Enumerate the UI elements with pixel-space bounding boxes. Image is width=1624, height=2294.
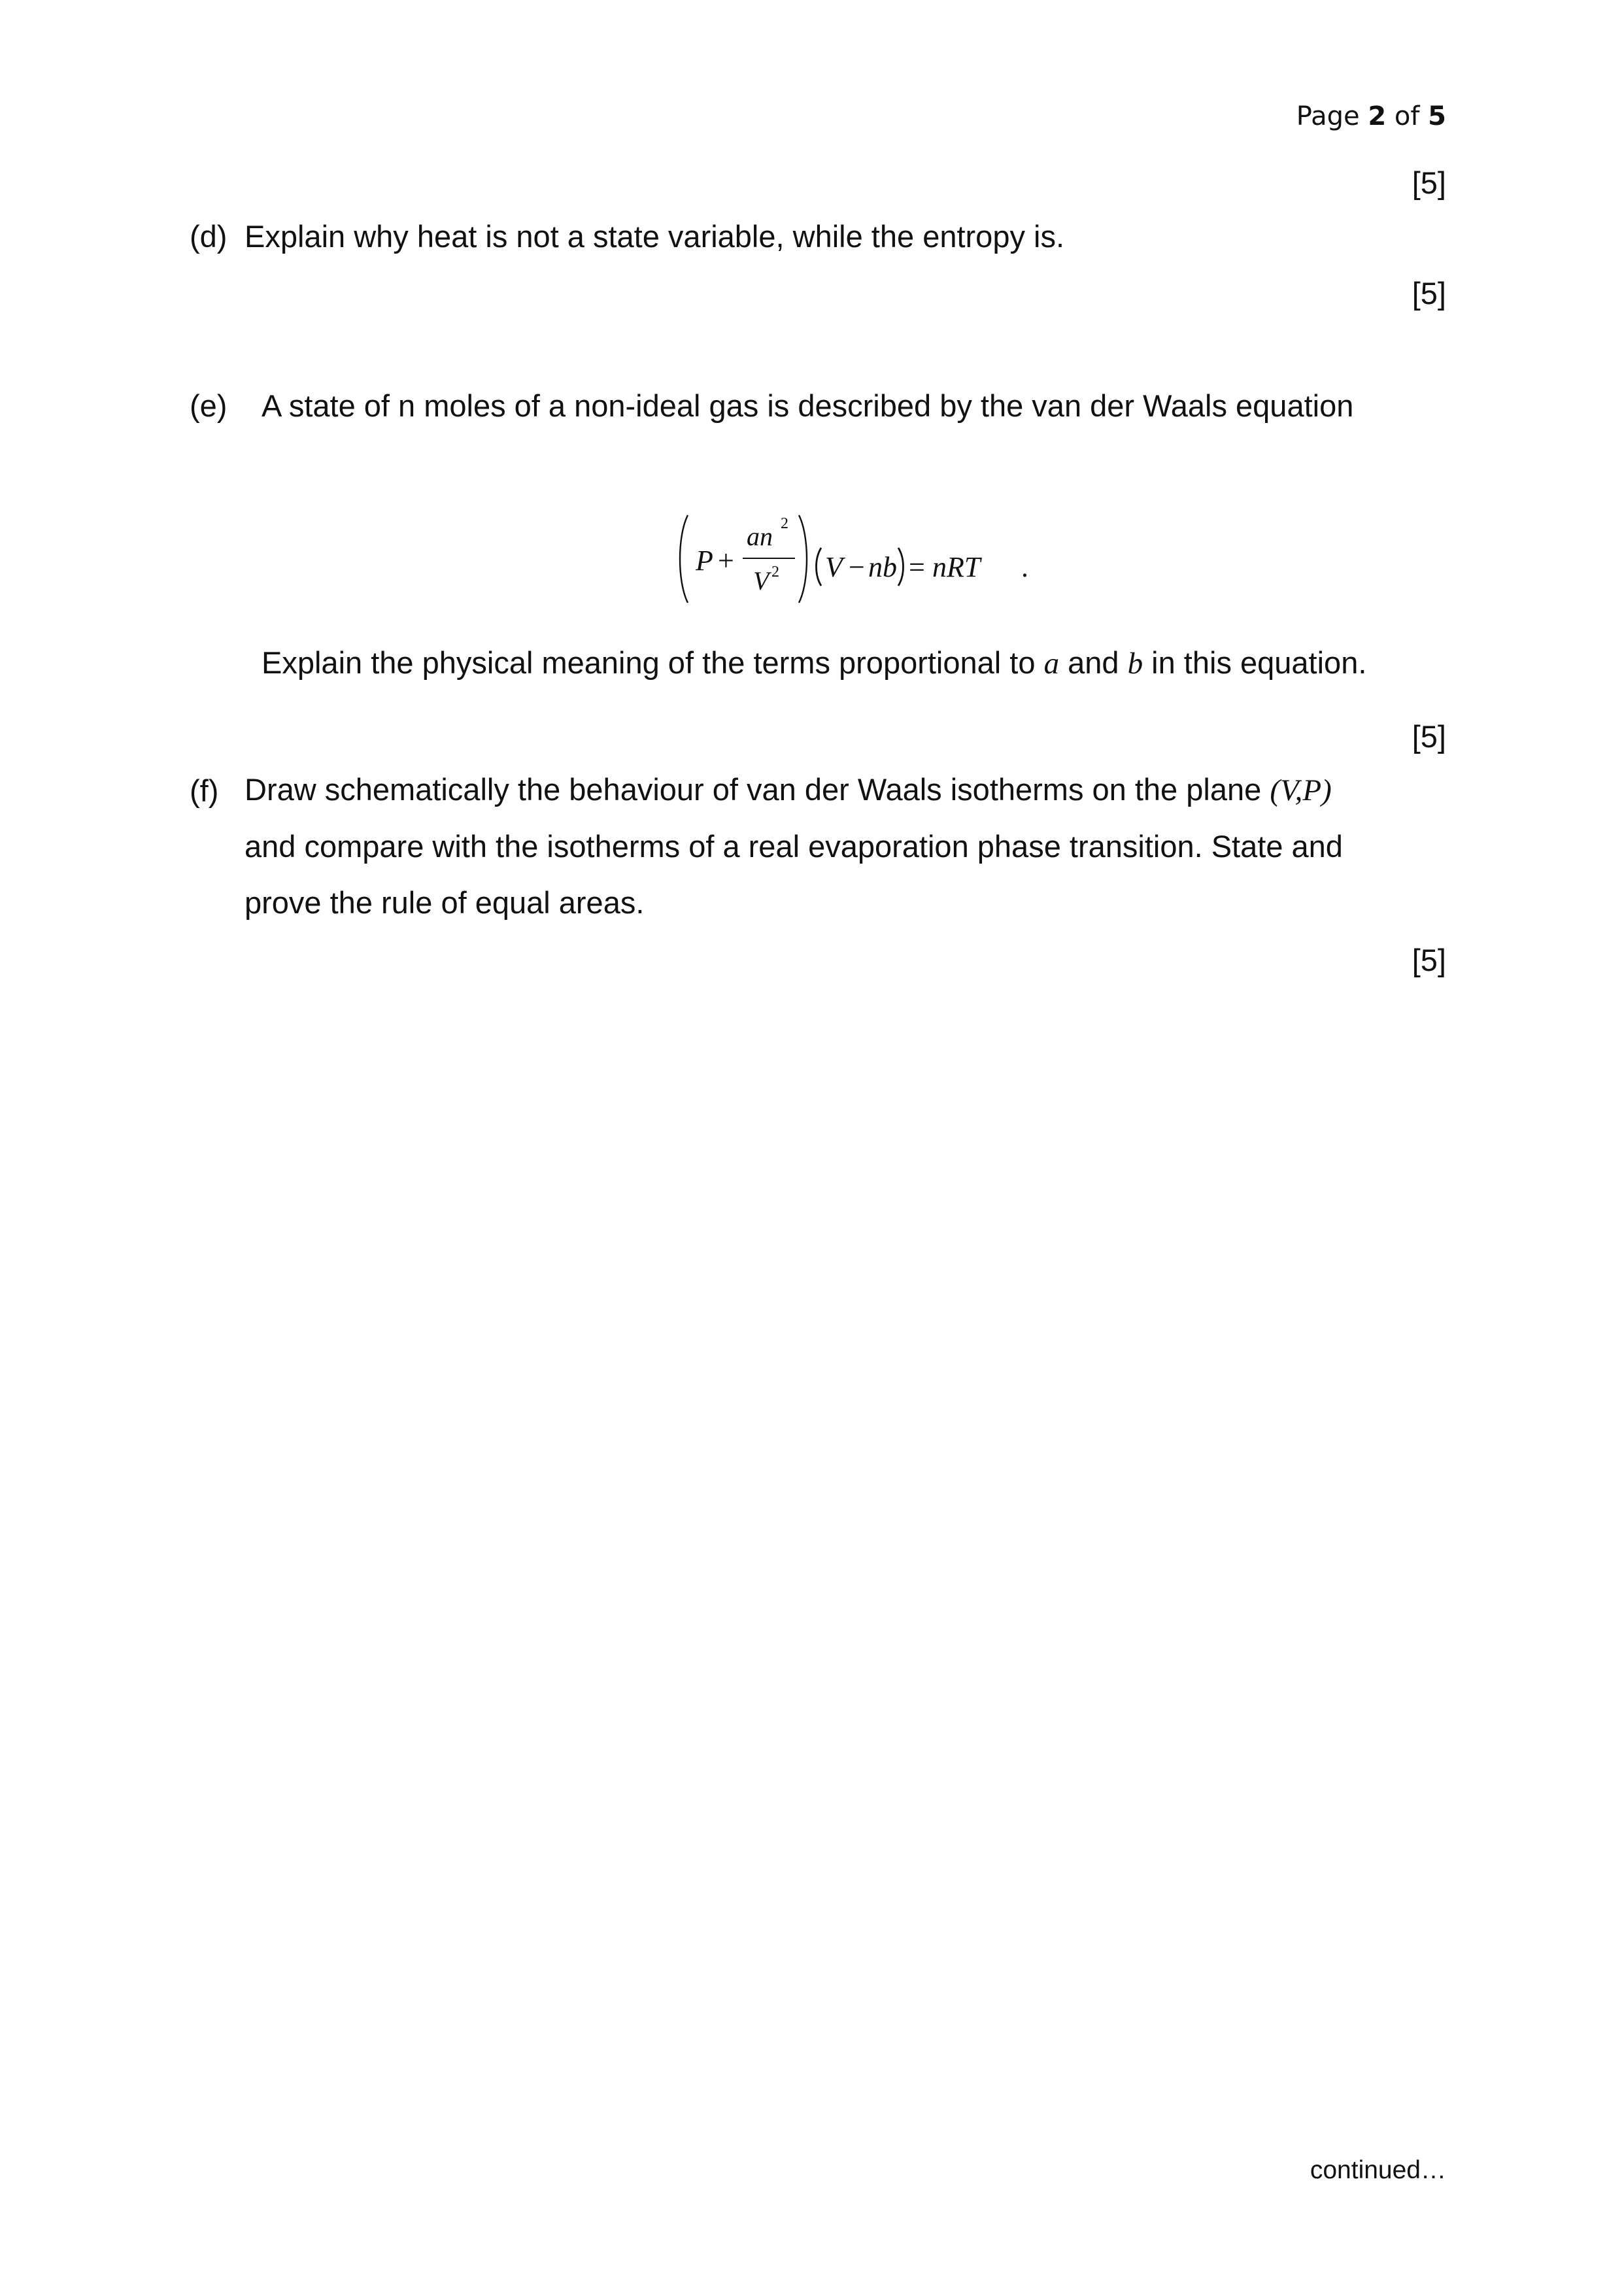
eq-den: V	[753, 566, 770, 596]
followup-before: Explain the physical meaning of the terms proportional to	[262, 645, 1044, 680]
page-word: Page	[1296, 101, 1360, 131]
var-b: b	[1127, 647, 1143, 681]
question-e-followup	[262, 647, 1366, 679]
question-f-line1	[245, 762, 1343, 818]
page-of: of	[1394, 101, 1420, 131]
left-paren-big	[680, 515, 688, 603]
followup-mid: and	[1059, 645, 1128, 680]
eq-minus: −	[849, 551, 865, 583]
right-paren-big	[799, 515, 807, 603]
continued-footer: continued…	[1310, 2156, 1446, 2184]
van-der-waals-equation	[673, 510, 1040, 608]
plane-vp: (V,P)	[1270, 773, 1332, 807]
eq-end: .	[1021, 551, 1028, 583]
left-paren-small	[817, 548, 822, 586]
question-e-intro: A state of n moles of a non-ideal gas is described by the van der Waals equation	[262, 388, 1354, 423]
question-f-line3: prove the rule of equal areas.	[245, 885, 645, 920]
question-e-label: (e)	[190, 388, 228, 423]
question-d-text: Explain why heat is not a state variable, while the entropy is.	[245, 219, 1065, 254]
right-paren-small	[898, 548, 904, 586]
page-number	[1296, 103, 1446, 129]
eq-nb: nb	[868, 551, 897, 583]
question-f-line2: and compare with the isotherms of a real evaporation phase transition. State and	[245, 829, 1343, 864]
eq-num: an	[747, 522, 773, 551]
marks-f: [5]	[1412, 943, 1446, 977]
eq-equals: =	[909, 551, 925, 583]
eq-rhs: nRT	[932, 551, 981, 583]
line1-text: Draw schematically the behaviour of van der Waals isotherms on the plane	[245, 772, 1270, 807]
question-f-body	[245, 762, 1343, 931]
eq-V: V	[825, 551, 843, 583]
eq-P: P	[696, 545, 713, 577]
marks-c: [5]	[1412, 165, 1446, 200]
question-d-label: (d)	[190, 219, 228, 254]
eq-den-exp: 2	[771, 564, 779, 581]
eq-num-exp: 2	[781, 515, 788, 532]
marks-d: [5]	[1412, 276, 1446, 311]
page-current: 2	[1368, 101, 1387, 131]
question-f-label: (f)	[190, 773, 219, 808]
followup-after: in this equation.	[1143, 645, 1367, 680]
marks-e: [5]	[1412, 719, 1446, 754]
page-total: 5	[1428, 101, 1446, 131]
var-a: a	[1043, 647, 1060, 681]
eq-plus: +	[718, 545, 734, 577]
